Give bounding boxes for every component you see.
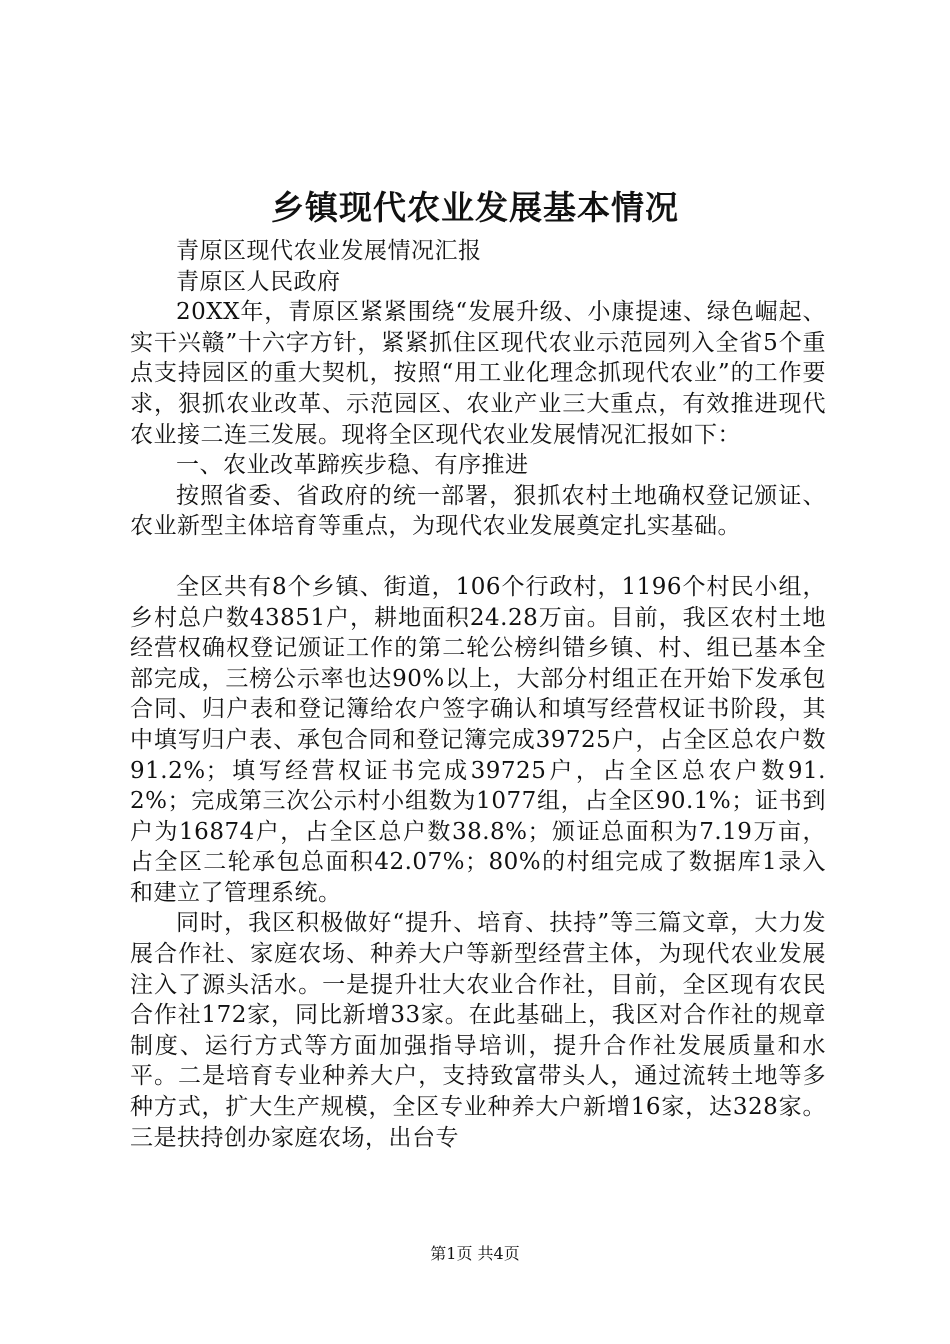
new-entities-paragraph: 同时，我区积极做好“提升、培育、扶持”等三篇文章，大力发展合作社、家庭农场、种养大户等新型经营主体，为现代农业发展注入了源头活水。一是提升壮大农业合作社，目前，全区现有农民合作社172家，同比新增33家。在此基础上，我区对合作社的规章制度、运行方式等方面加强指导培训，提升合作社发展质量和水平。二是培育专业种养大户，支持致富带头人，通过流转土地等多种方式，扩大生产规模，全区专业种养大户新增16家，达328家。三是扶持创办家庭农场，出台专 <box>130 910 826 1151</box>
section-heading: 一、农业改革蹄疾步稳、有序推进 <box>176 452 529 479</box>
report-subtitle: 青原区现代农业发展情况汇报 <box>176 238 482 264</box>
land-rights-paragraph: 全区共有8个乡镇、街道，106个行政村，1196个村民小组，乡村总户数43851户，耕地面积24.28万亩。目前，我区农村土地经营权确权登记颁证工作的第二轮公榜纠错乡镇、村、组已基本全部完成，三榜公示率也达90%以上，大部分村组正在开始下发承包合同、归户表和登记簿给农户签字确认和填写经营权证书阶段，其中填写归户表、承包合同和登记簿完成39725户，占全区总农户数91.2%；填写经营权证书完成39725户，占全区总农户数91.2%；完成第三次公示村小组数为1077组，占全区90.1%；证书到户为16874户，占全区总户数38.8%；颁证总面积为7.19万亩，占全区二轮承包总面积42.07%；80%的村组完成了数据库1录入和建立了管理系统。 <box>130 573 826 906</box>
report-author: 青原区人民政府 <box>176 268 341 295</box>
document-title: 乡镇现代农业发展基本情况 <box>271 188 679 227</box>
document-body <box>130 236 826 1153</box>
intro-paragraph: 20XX年，青原区紧紧围绕“发展升级、小康提速、绿色崛起、实干兴赣”十六字方针，紧紧抓住区现代农业示范园列入全省5个重点支持园区的重大契机，按照“用工业化理念抓现代农业”的工作要求，狠抓农业改革、示范园区、农业产业三大重点，有效推进现代农业接二连三发展。现将全区现代农业发展情况汇报如下： <box>130 299 826 448</box>
page-footer: 第1页 共4页 <box>430 1244 520 1263</box>
section-intro-paragraph: 按照省委、省政府的统一部署，狠抓农村土地确权登记颁证、农业新型主体培育等重点，为现代农业发展奠定扎实基础。 <box>130 482 826 540</box>
